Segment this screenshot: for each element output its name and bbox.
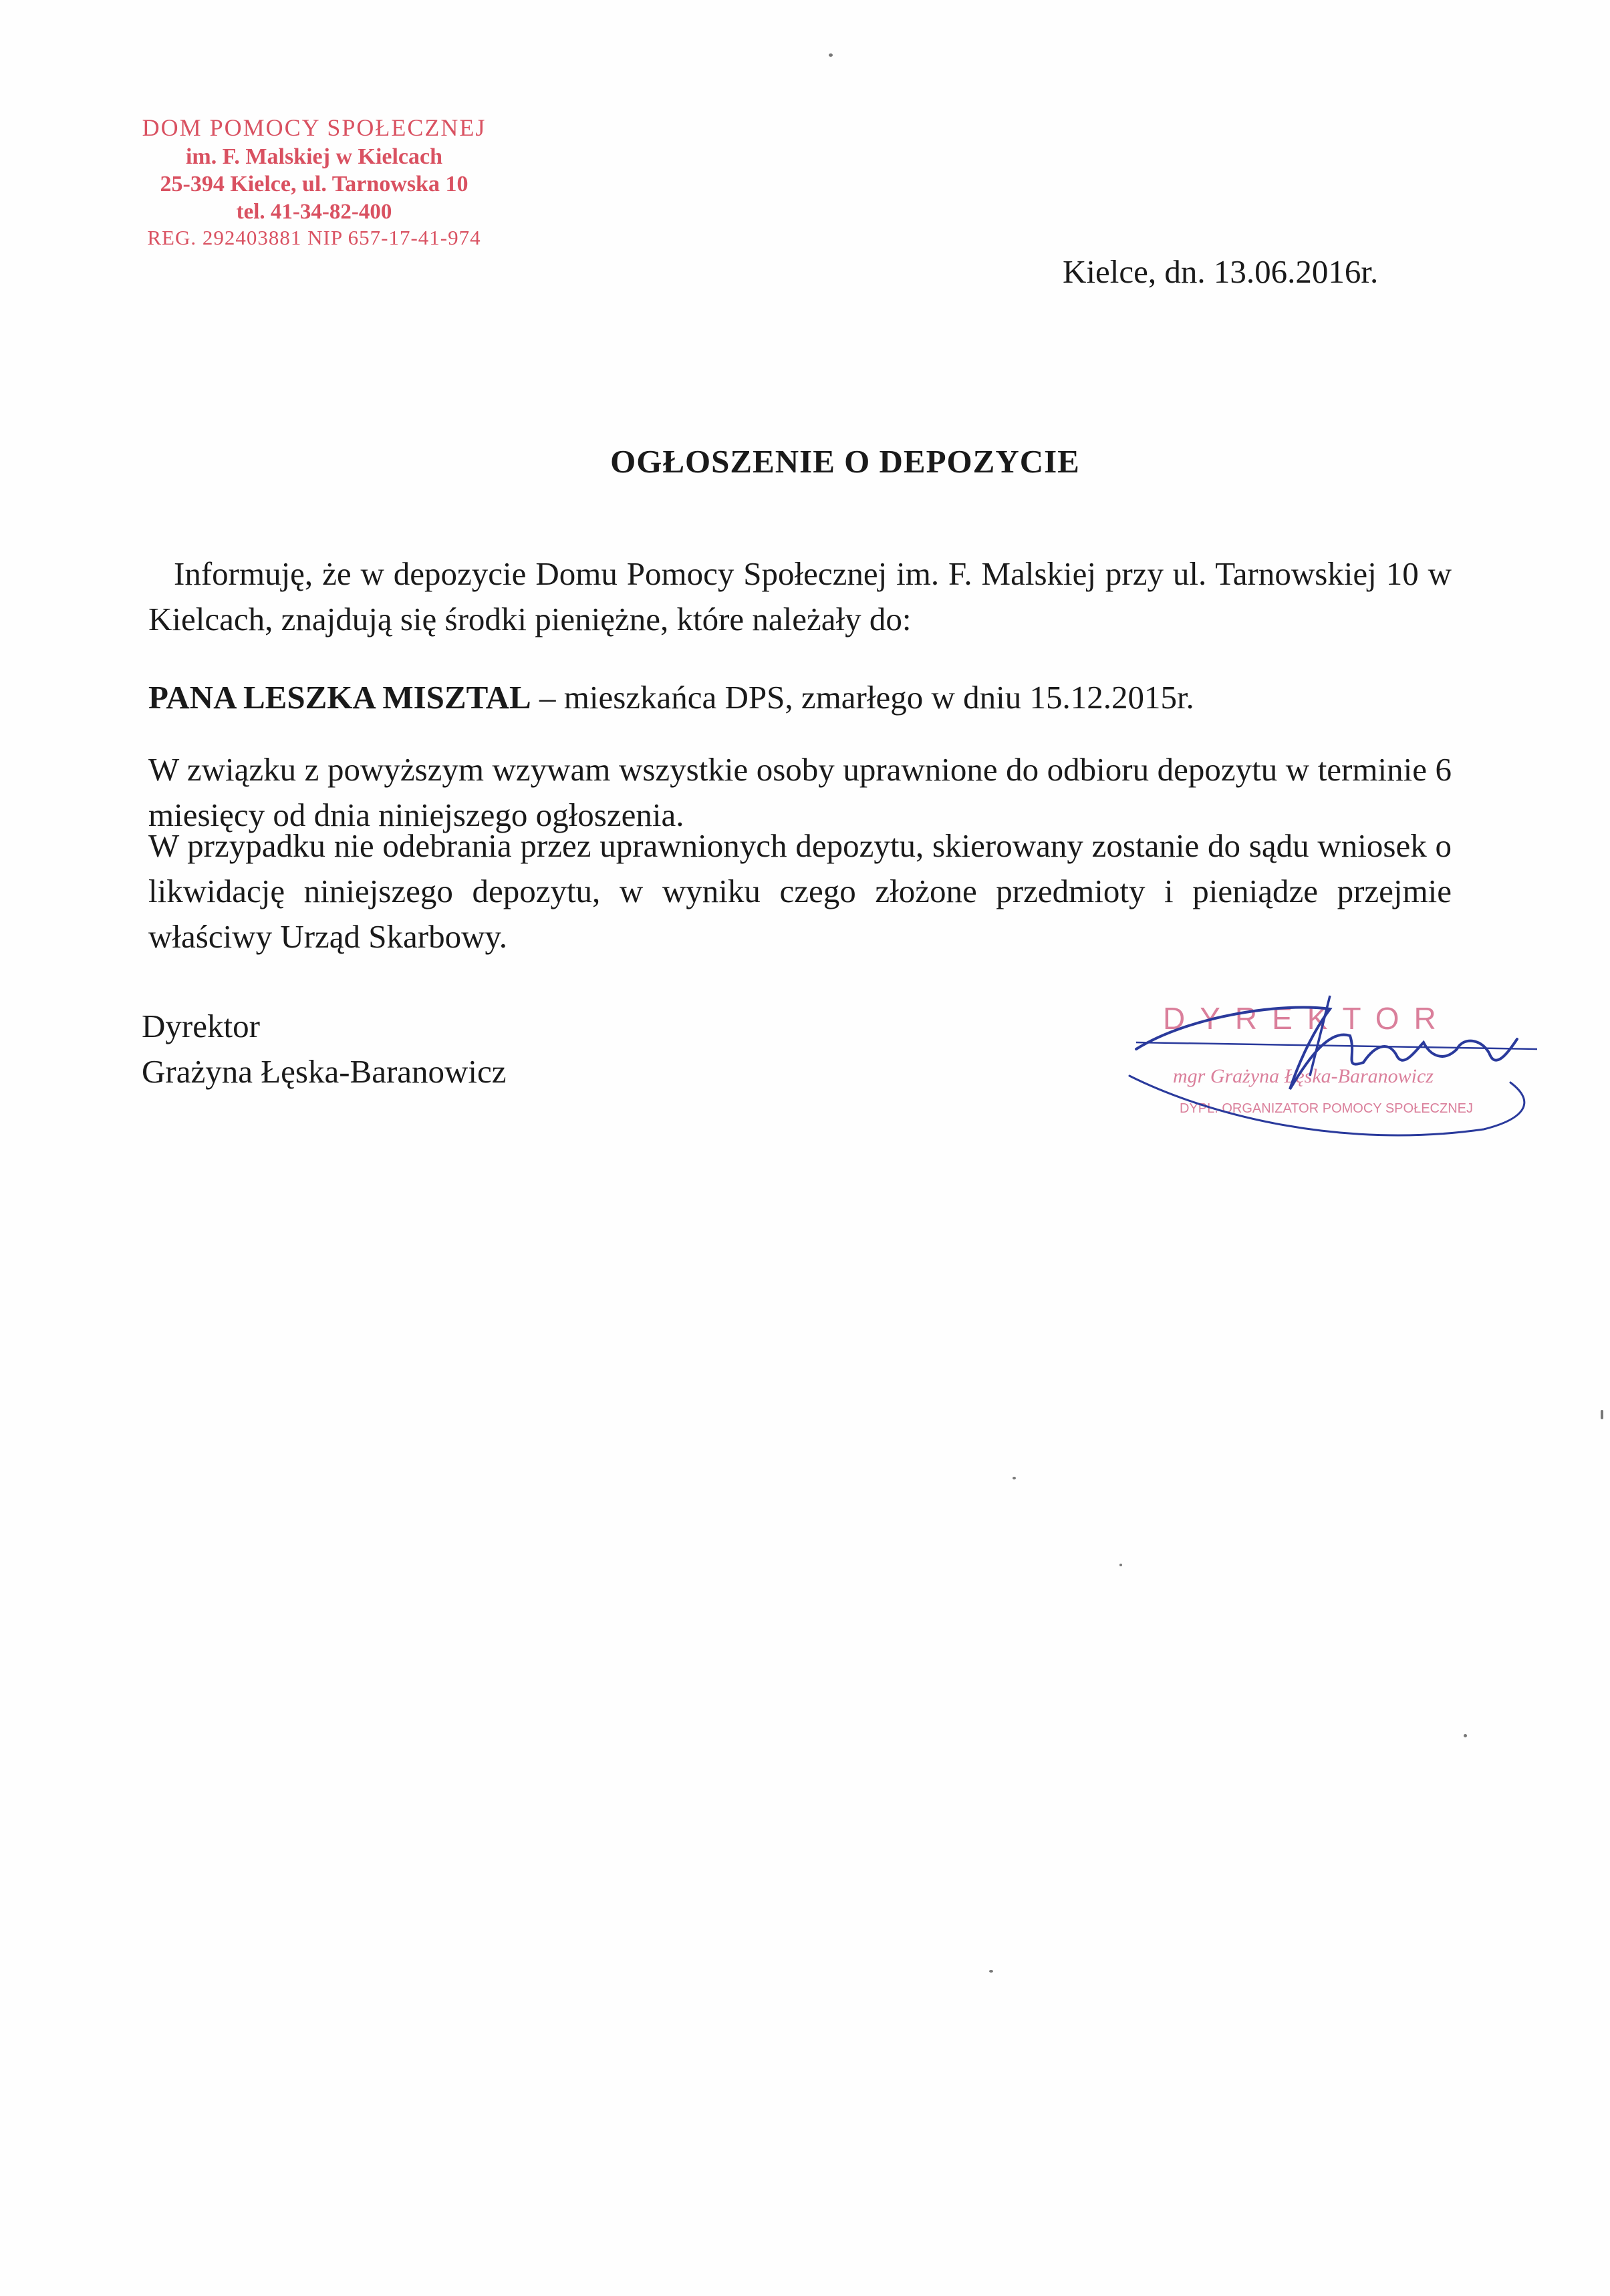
- scan-speck: [829, 53, 833, 57]
- deceased-name: PANA LESZKA MISZTAL: [148, 679, 531, 716]
- scan-speck: [1013, 1477, 1016, 1479]
- stamp-qualification-text: DYPL. ORGANIZATOR POMOCY SPOŁECZNEJ: [1180, 1101, 1473, 1116]
- document-title: OGŁOSZENIE O DEPOZYCIE: [610, 443, 1080, 480]
- scan-speck: [1601, 1410, 1603, 1419]
- signature-graphic: [1109, 976, 1544, 1143]
- deceased-details: – mieszkańca DPS, zmarłego w dniu 15.12.2015r.: [531, 679, 1194, 716]
- stamp-name-text: mgr Grażyna Łęska-Baranowicz: [1173, 1065, 1434, 1087]
- paragraph-liquidation: W przypadku nie odebrania przez uprawnionych depozytu, skierowany zostanie do sądu wniosek o likwidację niniejszego depozytu, w wyniku czego złożone przedmioty i pieniądze przejmie właściwy Urząd Skarbowy.: [148, 827, 1452, 955]
- director-signature-stamp: [1109, 976, 1544, 1143]
- stamp-patron: im. F. Malskiej w Kielcach: [185, 144, 443, 169]
- paragraph-summons: W związku z powyższym wzywam wszystkie osoby uprawnione do odbioru depozytu w terminie 6 miesięcy od dnia niniejszego ogłoszenia.: [148, 751, 1452, 833]
- paragraph-intro: Informuję, że w depozycie Domu Pomocy Społecznej im. F. Malskiej przy ul. Tarnowskiej 10 w Kielcach, znajdują się środki pieniężne, które należały do:: [148, 555, 1452, 637]
- stamp-institution-name: DOM POMOCY SPOŁECZNEJ: [142, 114, 487, 141]
- signatory-role: Dyrektor: [142, 1008, 260, 1044]
- signatory-name: Grażyna Łęska-Baranowicz: [142, 1053, 507, 1090]
- scan-speck: [1119, 1564, 1122, 1566]
- scan-speck: [989, 1970, 993, 1973]
- stamp-phone: tel. 41-34-82-400: [236, 199, 392, 224]
- scan-speck: [1464, 1734, 1467, 1737]
- signature-block: [142, 1004, 507, 1095]
- paragraph-deceased: [148, 675, 1452, 720]
- document-date: Kielce, dn. 13.06.2016r.: [1063, 253, 1379, 290]
- stamp-registration: REG. 292403881 NIP 657-17-41-974: [147, 226, 481, 250]
- institution-stamp: [120, 114, 508, 251]
- stamp-title-text: DYREKTOR: [1163, 1001, 1451, 1036]
- stamp-address: 25-394 Kielce, ul. Tarnowska 10: [160, 172, 468, 197]
